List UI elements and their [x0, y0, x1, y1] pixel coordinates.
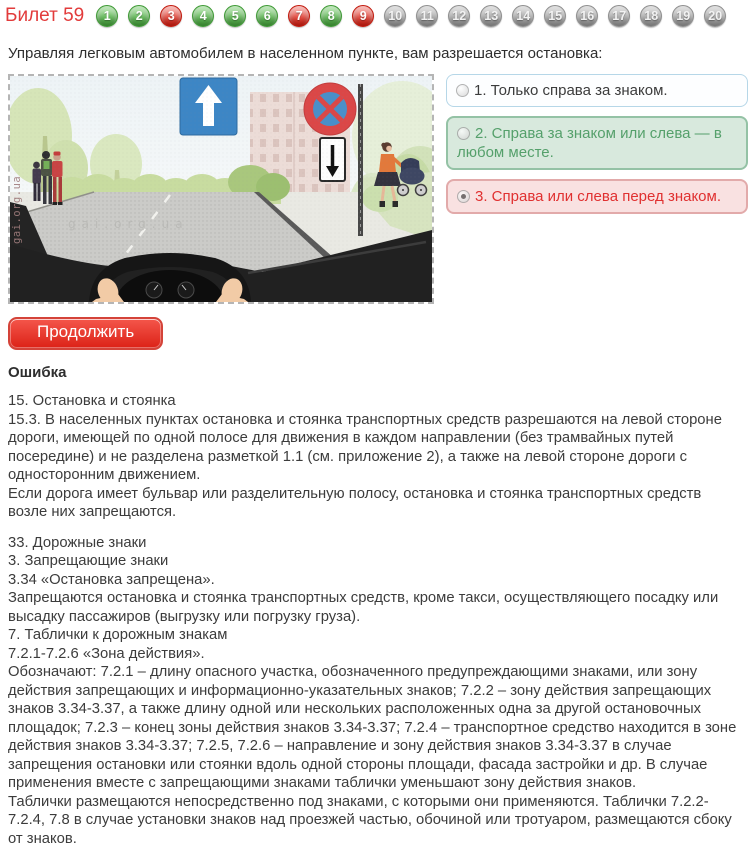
explanation-line: Обозначают: 7.2.1 – длину опасного участка, обозначенного предупреждающими знаками, или зону действия запрещающих и информационно-указательных знаков; 7.2.2 – зону действия запрещающих знаков 3.34-3.37, а также длину одной или нескольких расположенных одна за другой остановочных площадок; 7.2.3 – конец зоны действия знаков 3.34-3.37; 7.2.4 – транспортное средство находится в зоне действия знаков 3.34-3.37; 7.2.5, 7.2.6 – направление и зону действия знаков 3.34-3.37 в случае запрещения остановки или стоянки вдоль одной стороны площади, фасада застройки и др. В случае применения вместе с запрещающими знаками таблички уменьшают зону действия знаков. — [8, 663, 743, 793]
answer-label: 3. Справа или слева перед знаком. — [475, 188, 721, 205]
ticket-number-11[interactable]: 11 — [416, 5, 438, 27]
explanation-line: 7.2.1-7.2.6 «Зона действия». — [8, 645, 743, 664]
continue-button[interactable]: Продолжить — [8, 317, 163, 350]
ticket-number-19[interactable]: 19 — [672, 5, 694, 27]
ticket-number-2[interactable]: 2 — [128, 5, 150, 27]
ticket-number-18[interactable]: 18 — [640, 5, 662, 27]
image-watermark: gai.org.ua — [11, 176, 23, 244]
ticket-number-9[interactable]: 9 — [352, 5, 374, 27]
explanation-block — [8, 534, 743, 848]
explanation — [8, 392, 743, 848]
header — [0, 0, 749, 28]
radio-icon[interactable] — [457, 190, 470, 203]
answer-list — [446, 74, 748, 304]
ticket-number-8[interactable]: 8 — [320, 5, 342, 27]
ticket-number-12[interactable]: 12 — [448, 5, 470, 27]
ticket-number-7[interactable]: 7 — [288, 5, 310, 27]
explanation-line: 3.34 «Остановка запрещена». — [8, 571, 743, 590]
radio-icon[interactable] — [457, 127, 470, 140]
explanation-line: 15.3. В населенных пунктах остановка и стоянка транспортных средств разрешаются на левой стороне дороги, имеющей по одной полосе для движения в каждом направлении (без трамвайных путей посередине) и не разделена разметкой 1.1 (см. приложение 2), а также на левой стороне дороги с односторонним движением. — [8, 411, 743, 485]
radio-icon[interactable] — [456, 84, 469, 97]
road-scene-illustration — [10, 76, 432, 302]
ticket-number-10[interactable]: 10 — [384, 5, 406, 27]
explanation-block — [8, 392, 743, 522]
ticket-number-14[interactable]: 14 — [512, 5, 534, 27]
content-row — [8, 74, 749, 304]
ticket-number-20[interactable]: 20 — [704, 5, 726, 27]
explanation-line: Таблички размещаются непосредственно под знаками, с которыми они применяются. Таблички 7.2.2-7.2.4, 7.8 в случае установки знаков над проезжей частью, обочиной или тротуаром, размещаются сбоку от знаков. — [8, 793, 743, 848]
result-heading: Ошибка — [8, 364, 749, 381]
explanation-line: 33. Дорожные знаки — [8, 534, 743, 553]
ticket-number-17[interactable]: 17 — [608, 5, 630, 27]
explanation-line: 15. Остановка и стоянка — [8, 392, 743, 411]
answer-label: 1. Только справа за знаком. — [474, 82, 668, 99]
answer-option-2[interactable] — [446, 116, 748, 170]
ticket-number-5[interactable]: 5 — [224, 5, 246, 27]
ticket-number-15[interactable]: 15 — [544, 5, 566, 27]
explanation-line: 7. Таблички к дорожным знакам — [8, 626, 743, 645]
road-watermark: gai.org.ua — [68, 217, 189, 231]
answer-option-1[interactable] — [446, 74, 748, 107]
explanation-line: Запрещаются остановка и стоянка транспортных средств, кроме такси, осуществляющего посадку или высадку пассажиров (выгрузку или погрузку груза). — [8, 589, 743, 626]
ticket-number-13[interactable]: 13 — [480, 5, 502, 27]
ticket-number-1[interactable]: 1 — [96, 5, 118, 27]
ticket-number-16[interactable]: 16 — [576, 5, 598, 27]
question-image — [8, 74, 434, 304]
ticket-list — [96, 5, 726, 27]
ticket-number-3[interactable]: 3 — [160, 5, 182, 27]
explanation-line: Если дорога имеет бульвар или разделительную полосу, остановка и стоянка транспортных средств возле них запрещаются. — [8, 485, 743, 522]
ticket-number-6[interactable]: 6 — [256, 5, 278, 27]
answer-label: 2. Справа за знаком или слева — в любом месте. — [457, 125, 722, 161]
ticket-number-4[interactable]: 4 — [192, 5, 214, 27]
answer-option-3[interactable] — [446, 179, 748, 214]
explanation-line: 3. Запрещающие знаки — [8, 552, 743, 571]
page-title: Билет 59 — [5, 5, 84, 27]
question-text: Управляя легковым автомобилем в населенном пункте, вам разрешается остановка: — [8, 45, 741, 62]
